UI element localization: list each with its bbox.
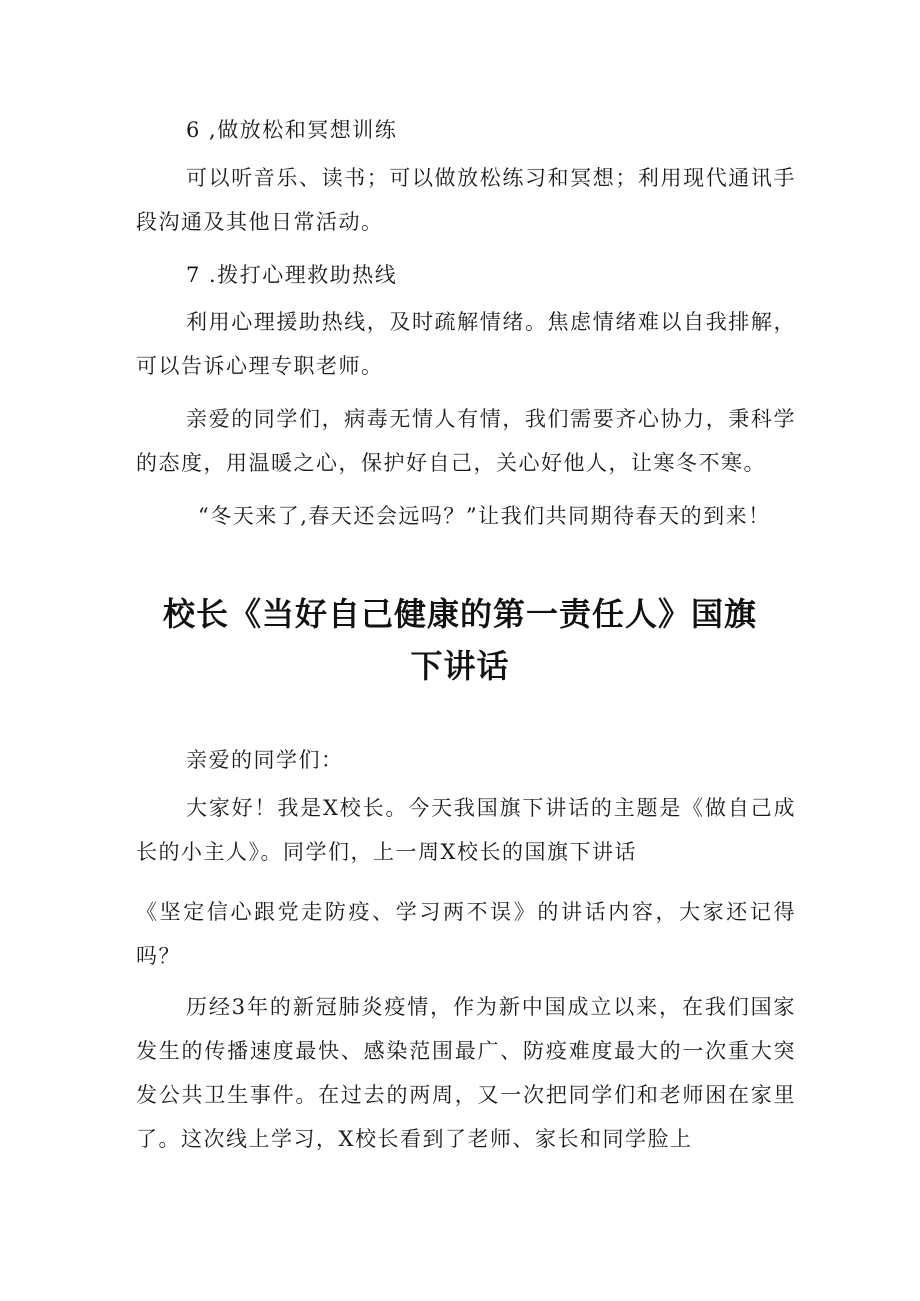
speech-paragraph-2: 《坚定信心跟党走防疫、学习两不误》的讲话内容，大家还记得吗？ — [136, 900, 796, 968]
closing-paragraph: 亲爱的同学们，病毒无情人有情，我们需要齐心协力，秉科学的态度，用温暖之心，保护好自己，关心好他人，让寒冬不寒。 — [136, 407, 796, 475]
speech-paragraph-1: 大家好！我是X校长。今天我国旗下讲话的主题是《做自己成长的小主人》。同学们，上一周X校长的国旗下讲话 — [136, 796, 796, 864]
speech-paragraph-3: 历经3年的新冠肺炎疫情，作为新中国成立以来，在我们国家发生的传播速度最快、感染范围最广、防疫难度最大的一次重大突发公共卫生事件。在过去的两周，又一次把同学们和老师困在家里了。这次线上学习，X校长看到了老师、家长和同学脸上 — [136, 995, 796, 1151]
speech-title — [0, 588, 920, 692]
item-6-title: 6 ,做放松和冥想训练 — [186, 118, 398, 142]
speech-title-line-2: 下讲话 — [410, 647, 510, 685]
quote-paragraph: “冬天来了,春天还会远吗？”让我们共同期待春天的到来！ — [198, 504, 771, 528]
item-7-body: 利用心理援助热线，及时疏解情绪。焦虑情绪难以自我排解，可以告诉心理专职老师。 — [136, 310, 796, 378]
item-6-body: 可以听音乐、读书；可以做放松练习和冥想；利用现代通讯手段沟通及其他日常活动。 — [136, 166, 796, 234]
speech-greeting: 亲爱的同学们： — [186, 748, 344, 772]
speech-title-line-1: 校长《当好自己健康的第一责任人》国旗 — [162, 595, 757, 633]
item-7-title: 7 .拨打心理救助热线 — [186, 263, 398, 287]
